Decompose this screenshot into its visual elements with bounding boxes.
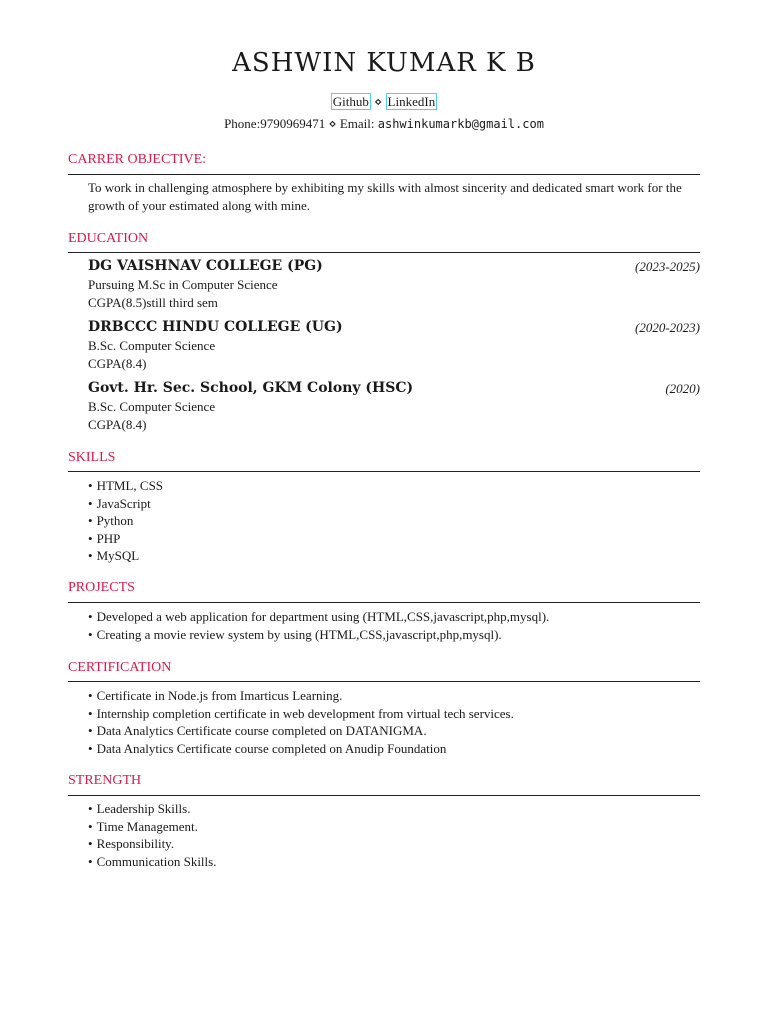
list-item: • Internship completion certificate in web development from virtual tech services.: [88, 705, 514, 723]
education-school: DRBCCC HINDU COLLEGE (UG): [88, 319, 343, 335]
certification-title: CERTIFICATION: [68, 660, 172, 675]
projects-title: PROJECTS: [68, 580, 135, 595]
education-title: EDUCATION: [68, 231, 149, 246]
contact-separator: ⋄: [328, 116, 337, 131]
list-item: • PHP: [88, 530, 163, 548]
list-item: • MySQL: [88, 547, 163, 565]
list-item: • JavaScript: [88, 495, 163, 513]
list-item: • Data Analytics Certificate course completed on Anudip Foundation: [88, 740, 514, 758]
skills-list: [88, 477, 163, 565]
education-school: DG VAISHNAV COLLEGE (PG): [88, 258, 323, 274]
certification-list: [88, 687, 514, 757]
education-years: (2020): [665, 381, 700, 396]
phone-number: 9790969471: [260, 116, 326, 131]
skills-divider: [68, 471, 700, 472]
education-years: (2020-2023): [635, 320, 700, 335]
strength-divider: [68, 795, 700, 796]
list-item: • Responsibility.: [88, 835, 216, 853]
list-item: • Certificate in Node.js from Imarticus Learning.: [88, 687, 514, 705]
education-grade: CGPA(8.4): [88, 356, 147, 371]
linkedin-link[interactable]: LinkedIn: [387, 94, 436, 109]
education-grade: CGPA(8.4): [88, 417, 147, 432]
list-item: • Data Analytics Certificate course completed on DATANIGMA.: [88, 722, 514, 740]
candidate-name: ASHWIN KUMAR K B: [232, 48, 536, 78]
list-item: • Creating a movie review system by using (HTML,CSS,javascript,php,mysql).: [88, 626, 549, 644]
education-years: (2023-2025): [635, 259, 700, 274]
education-grade: CGPA(8.5)still third sem: [88, 295, 218, 310]
list-item: • HTML, CSS: [88, 477, 163, 495]
objective-text: To work in challenging atmosphere by exhibiting my skills with almost sincerity and dedicated smart work for the growth of your estimated along with mine.: [88, 180, 682, 213]
list-item: • Communication Skills.: [88, 853, 216, 871]
list-item: • Leadership Skills.: [88, 800, 216, 818]
list-item: • Python: [88, 512, 163, 530]
email-address: ashwinkumarkb@gmail.com: [377, 117, 544, 131]
certification-divider: [68, 681, 700, 682]
objective-title: CARRER OBJECTIVE:: [68, 152, 207, 167]
objective-divider: [68, 174, 700, 175]
skills-title: SKILLS: [68, 450, 116, 465]
projects-list: [88, 608, 549, 643]
education-degree: Pursuing M.Sc in Computer Science: [88, 277, 278, 292]
github-link[interactable]: Github: [332, 94, 369, 109]
profile-links: [0, 94, 768, 110]
strength-title: STRENGTH: [68, 773, 142, 788]
education-school: Govt. Hr. Sec. School, GKM Colony (HSC): [88, 380, 414, 396]
email-label: Email:: [339, 116, 375, 131]
list-item: • Developed a web application for department using (HTML,CSS,javascript,php,mysql).: [88, 608, 549, 626]
education-degree: B.Sc. Computer Science: [88, 399, 216, 414]
strength-list: [88, 800, 216, 870]
phone-label: Phone:: [224, 116, 261, 131]
list-item: • Time Management.: [88, 818, 216, 836]
contact-line: [0, 116, 768, 132]
projects-divider: [68, 602, 700, 603]
link-separator: ⋄: [374, 94, 383, 109]
education-divider: [68, 252, 700, 253]
education-degree: B.Sc. Computer Science: [88, 338, 216, 353]
